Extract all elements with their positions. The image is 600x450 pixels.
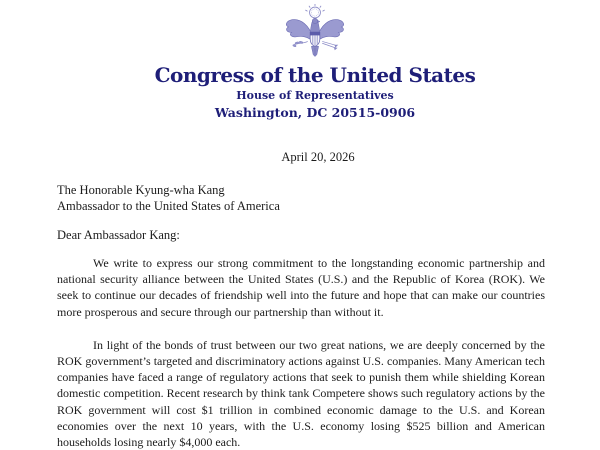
- recipient-title: Ambassador to the United States of America: [57, 199, 280, 213]
- letterhead-address: Washington, DC 20515-0906: [214, 105, 416, 120]
- letterhead-chamber: House of Representatives: [236, 89, 394, 102]
- body-paragraph-2: In light of the bonds of trust between our two great nations, we are deeply concerned by the ROK government’s targeted and discriminatory actions against U.S. companies. Many American tech companies have faced a range of regulatory actions that seek to punish them while shielding Korean domestic competition. Recent research by think tank Competere shows such regulatory actions by the ROK government will cost $1 trillion in combined economic damage to the U.S. and Korean economies over the next 10 years, with the U.S. economy losing $525 billion and American households losing nearly $4,000 each.: [57, 337, 545, 450]
- salutation: Dear Ambassador Kang:: [57, 228, 180, 242]
- letterhead-organization: Congress of the United States: [154, 63, 476, 87]
- letter-date: April 20, 2026: [281, 150, 355, 164]
- body-paragraph-1: We write to express our strong commitment to the longstanding economic partnership and national security alliance between the United States (U.S.) and the Republic of Korea (ROK). We seek to continue our decades of friendship well into the future and hope that can make our countries more prosperous and secure through our partnership than without it.: [57, 256, 545, 319]
- recipient-block: [57, 182, 600, 214]
- congress-eagle-seal-icon: [278, 4, 352, 62]
- recipient-name: The Honorable Kyung-wha Kang: [57, 183, 225, 197]
- letterhead: [15, 0, 600, 120]
